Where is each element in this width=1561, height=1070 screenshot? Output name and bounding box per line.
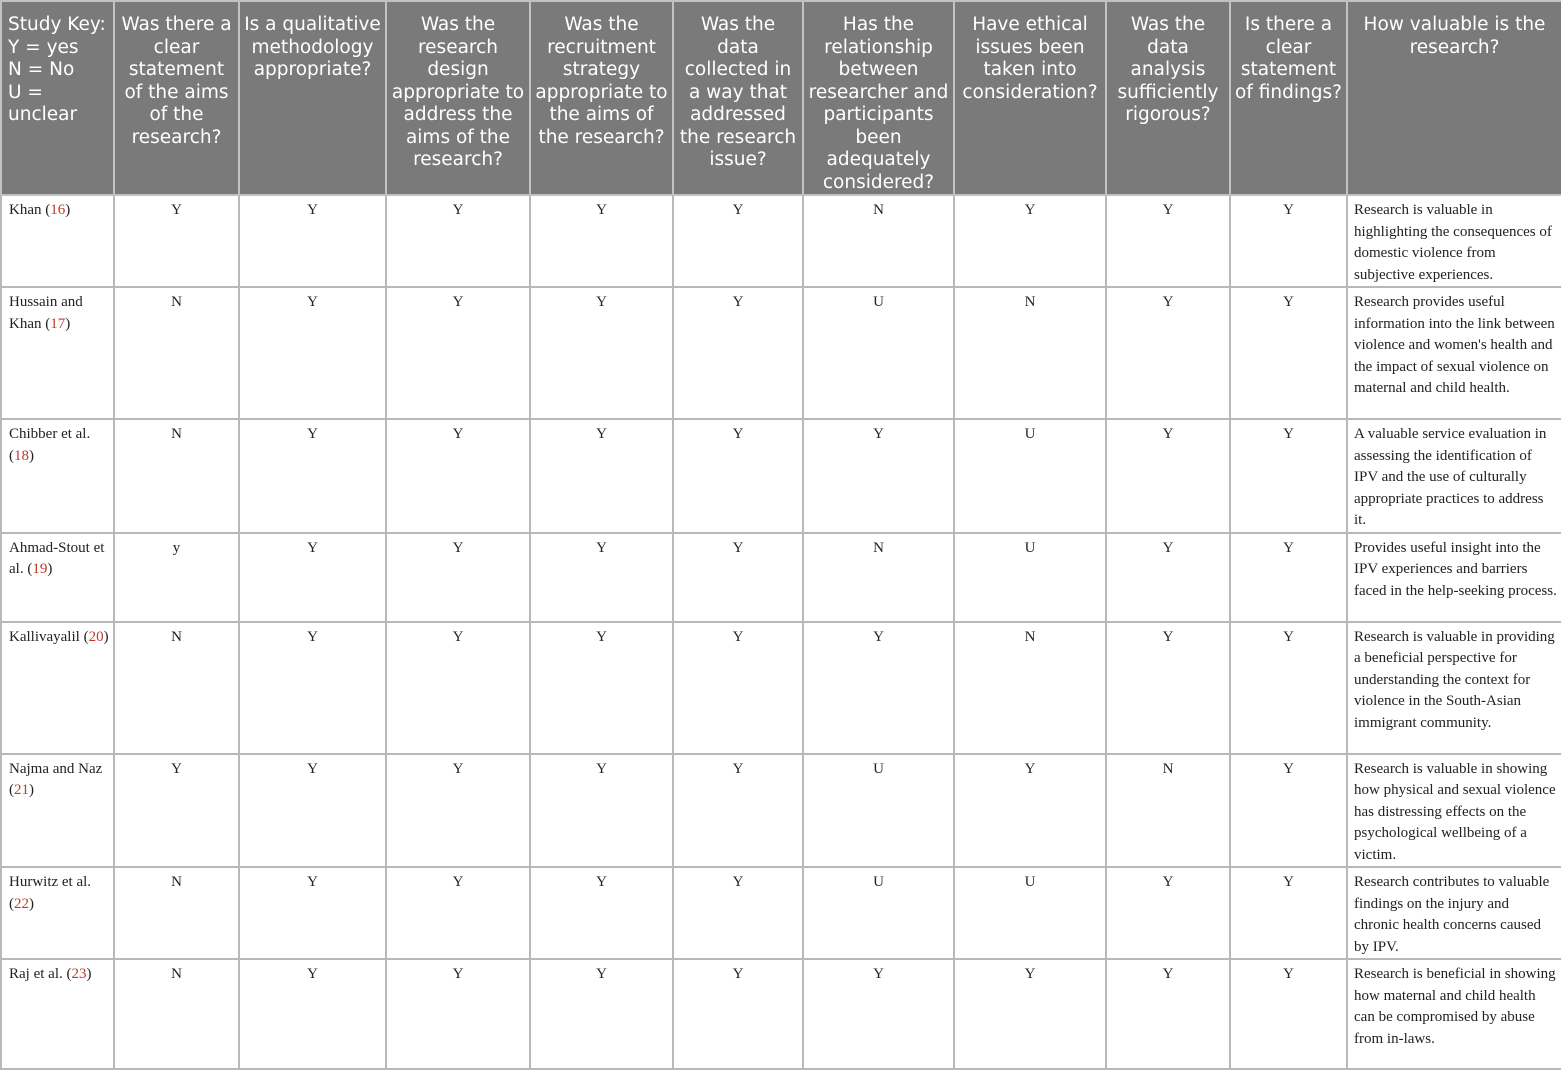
rating-cell: N: [954, 287, 1106, 419]
rating-cell: Y: [239, 959, 386, 1069]
research-value-cell: Research is valuable in highlighting the consequences of domestic violence from subjective experiences.: [1347, 195, 1561, 287]
study-name: Najma and Naz: [9, 760, 103, 777]
rating-cell: N: [803, 195, 954, 287]
rating-cell: Y: [530, 533, 673, 622]
study-cell: Khan (16): [1, 195, 114, 287]
rating-cell: Y: [1106, 287, 1230, 419]
rating-cell: Y: [386, 754, 530, 868]
rating-cell: N: [954, 622, 1106, 754]
rating-cell: Y: [386, 419, 530, 533]
research-value-cell: Provides useful insight into the IPV experiences and barriers faced in the help-seeking process.: [1347, 533, 1561, 622]
citation-link[interactable]: 22: [14, 895, 29, 912]
study-name: Hussain and Khan: [9, 294, 83, 332]
rating-cell: Y: [1106, 419, 1230, 533]
table-body: [1, 195, 1561, 1069]
rating-cell: Y: [673, 959, 803, 1069]
rating-cell: U: [954, 867, 1106, 959]
header-clear-aims: Was there a clear statement of the aims of the research?: [114, 1, 239, 195]
header-research-value: How valuable is the research?: [1347, 1, 1561, 195]
study-name: Kallivayalil: [9, 628, 80, 645]
rating-cell: N: [114, 959, 239, 1069]
study-key-line-3: N = No: [8, 59, 75, 80]
rating-cell: Y: [1230, 533, 1347, 622]
research-value-cell: Research is valuable in showing how physical and sexual violence has distressing effects on the psychological wellbeing of a victim.: [1347, 754, 1561, 868]
study-cell: Hussain and Khan (17): [1, 287, 114, 419]
rating-cell: Y: [1106, 533, 1230, 622]
study-cell: Najma and Naz (21): [1, 754, 114, 868]
rating-cell: Y: [530, 622, 673, 754]
study-cell: Ahmad-Stout et al. (19): [1, 533, 114, 622]
header-row: [1, 1, 1561, 195]
rating-cell: Y: [239, 287, 386, 419]
rating-cell: Y: [1230, 959, 1347, 1069]
rating-cell: Y: [673, 287, 803, 419]
rating-cell: Y: [673, 867, 803, 959]
study-name: Khan: [9, 202, 42, 218]
rating-cell: Y: [1230, 622, 1347, 754]
rating-cell: N: [1106, 754, 1230, 868]
header-ethical-issues: Have ethical issues been taken into consideration?: [954, 1, 1106, 195]
rating-cell: U: [803, 867, 954, 959]
rating-cell: N: [114, 287, 239, 419]
rating-cell: U: [954, 419, 1106, 533]
study-name: Ahmad-Stout et al.: [9, 539, 105, 577]
rating-cell: N: [114, 867, 239, 959]
rating-cell: Y: [803, 959, 954, 1069]
rating-cell: Y: [114, 195, 239, 287]
research-value-cell: Research provides useful information into the link between violence and women's health and the impact of sexual violence on maternal and child health.: [1347, 287, 1561, 419]
rating-cell: Y: [239, 754, 386, 868]
rating-cell: Y: [673, 754, 803, 868]
table-row: [1, 959, 1561, 1069]
rating-cell: Y: [673, 622, 803, 754]
rating-cell: Y: [239, 867, 386, 959]
rating-cell: y: [114, 533, 239, 622]
rating-cell: N: [803, 533, 954, 622]
research-value-cell: Research contributes to valuable findings on the injury and chronic health concerns caused by IPV.: [1347, 867, 1561, 959]
rating-cell: Y: [1230, 754, 1347, 868]
study-key-line-2: Y = yes: [8, 36, 79, 58]
header-statement-of-findings: Is there a clear statement of findings?: [1230, 1, 1347, 195]
rating-cell: Y: [1106, 867, 1230, 959]
study-cell: Chibber et al. (18): [1, 419, 114, 533]
rating-cell: Y: [386, 622, 530, 754]
rating-cell: Y: [386, 959, 530, 1069]
rating-cell: Y: [1230, 867, 1347, 959]
rating-cell: Y: [530, 754, 673, 868]
citation-link[interactable]: 21: [14, 782, 29, 798]
header-data-collection: Was the data collected in a way that addressed the research issue?: [673, 1, 803, 195]
citation-link[interactable]: 18: [14, 447, 29, 464]
citation-link[interactable]: 20: [88, 628, 104, 645]
rating-cell: Y: [239, 419, 386, 533]
rating-cell: N: [114, 622, 239, 754]
rating-cell: Y: [530, 867, 673, 959]
rating-cell: Y: [1106, 959, 1230, 1069]
rating-cell: Y: [386, 195, 530, 287]
rating-cell: Y: [1230, 419, 1347, 533]
rating-cell: U: [803, 754, 954, 868]
research-value-cell: A valuable service evaluation in assessing the identification of IPV and the use of culturally appropriate practices to address it.: [1347, 419, 1561, 533]
rating-cell: Y: [386, 533, 530, 622]
rating-cell: Y: [1106, 622, 1230, 754]
header-researcher-relationship: Has the relationship between researcher and participants been adequately considered?: [803, 1, 954, 195]
header-research-design: Was the research design appropriate to address the aims of the research?: [386, 1, 530, 195]
rating-cell: Y: [530, 959, 673, 1069]
rating-cell: Y: [530, 419, 673, 533]
rating-cell: Y: [530, 195, 673, 287]
citation-link[interactable]: 16: [50, 202, 66, 218]
rating-cell: Y: [114, 754, 239, 868]
table-row: [1, 754, 1561, 868]
header-study-key: [1, 1, 114, 195]
rating-cell: Y: [673, 533, 803, 622]
citation-link[interactable]: 17: [50, 315, 66, 332]
research-value-cell: Research is valuable in providing a beneficial perspective for understanding the context for violence in the South-Asian immigrant community.: [1347, 622, 1561, 754]
header-recruitment-strategy: Was the recruitment strategy appropriate to the aims of the research?: [530, 1, 673, 195]
table-row: [1, 622, 1561, 754]
rating-cell: N: [114, 419, 239, 533]
rating-cell: Y: [1230, 195, 1347, 287]
rating-cell: Y: [954, 959, 1106, 1069]
rating-cell: Y: [673, 195, 803, 287]
rating-cell: Y: [1230, 287, 1347, 419]
rating-cell: Y: [239, 533, 386, 622]
table-row: [1, 195, 1561, 287]
study-cell: Kallivayalil (20): [1, 622, 114, 754]
rating-cell: Y: [954, 195, 1106, 287]
rating-cell: Y: [954, 754, 1106, 868]
study-key-line-4: U = unclear: [8, 81, 78, 125]
rating-cell: U: [954, 533, 1106, 622]
rating-cell: Y: [386, 287, 530, 419]
research-value-cell: Research is beneficial in showing how maternal and child health can be compromised by abuse from in-laws.: [1347, 959, 1561, 1069]
rating-cell: Y: [239, 195, 386, 287]
rating-cell: Y: [386, 867, 530, 959]
rating-cell: Y: [530, 287, 673, 419]
study-cell: Raj et al. (23): [1, 959, 114, 1069]
study-name: Chibber et al.: [9, 426, 91, 442]
table-row: [1, 867, 1561, 959]
rating-cell: U: [803, 287, 954, 419]
study-name: Raj et al.: [9, 966, 63, 982]
rating-cell: Y: [803, 419, 954, 533]
citation-link[interactable]: 23: [71, 966, 87, 982]
rating-cell: Y: [1106, 195, 1230, 287]
citation-link[interactable]: 19: [32, 561, 48, 577]
table-row: [1, 287, 1561, 419]
study-name: Hurwitz et al.: [9, 874, 92, 890]
table-row: [1, 533, 1561, 622]
rating-cell: Y: [803, 622, 954, 754]
table-row: [1, 419, 1561, 533]
study-key-line-1: Study Key:: [8, 14, 106, 35]
header-data-analysis: Was the data analysis sufficiently rigorous?: [1106, 1, 1230, 195]
rating-cell: Y: [239, 622, 386, 754]
rating-cell: Y: [673, 419, 803, 533]
study-cell: Hurwitz et al. (22): [1, 867, 114, 959]
header-qualitative-methodology: Is a qualitative methodology appropriate?: [239, 1, 386, 195]
